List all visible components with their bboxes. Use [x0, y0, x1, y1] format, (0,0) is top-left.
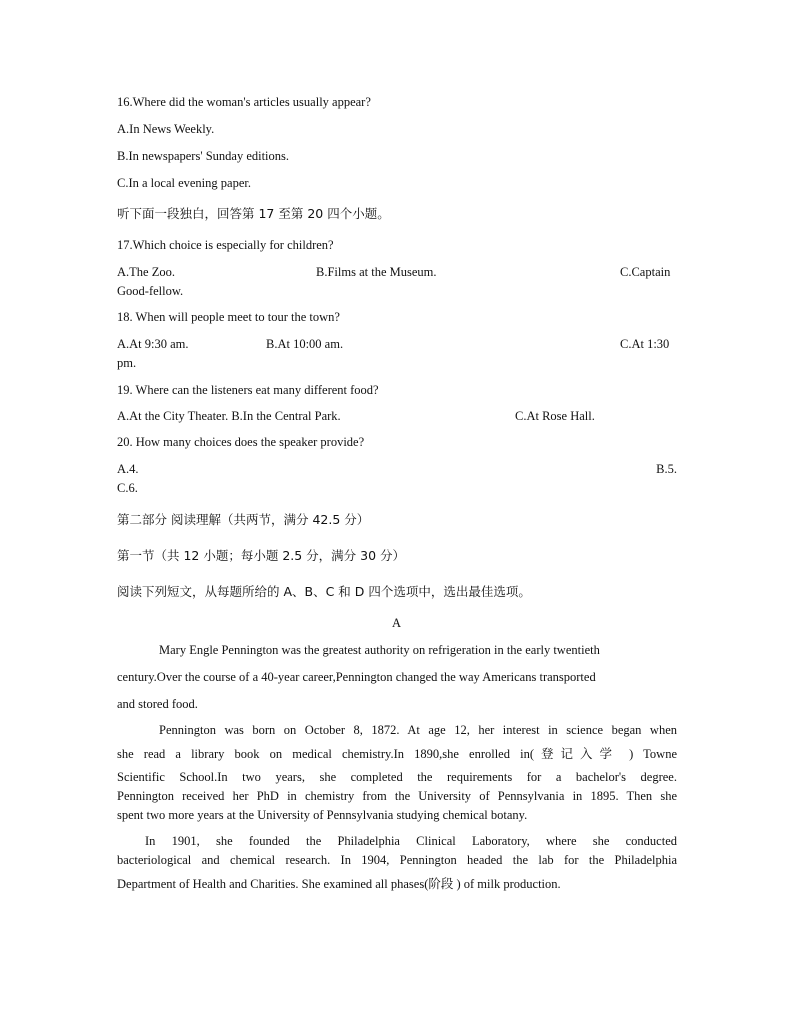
question-18-option-b: B.At 10:00 am. — [266, 337, 344, 351]
paragraph-2-line-2: she read a library book on medical chemistry.In 1890,she enrolled in(登记入学 ) Towne — [117, 747, 677, 761]
question-19-options-a-b: A.At the City Theater. B.In the Central Park. — [117, 409, 341, 423]
question-19-option-c: C.At Rose Hall. — [515, 409, 595, 423]
question-16-option-c: C.In a local evening paper. — [117, 176, 251, 190]
question-17-option-b: B.Films at the Museum. — [316, 265, 437, 279]
paragraph-2-line-1: Pennington was born on October 8, 1872. At age 12, her interest in science began when — [159, 723, 677, 737]
question-17-option-c-continued: Good-fellow. — [117, 284, 184, 298]
question-17-stem: 17.Which choice is especially for children? — [117, 238, 334, 252]
passage-label: A — [392, 616, 402, 630]
reading-section-title: 第一节（共 12 小题；每小题 2.5 分，满分 30 分） — [117, 548, 406, 563]
question-16-stem: 16.Where did the woman's articles usually appear? — [117, 95, 371, 109]
question-18-option-c-continued: pm. — [117, 356, 137, 370]
paragraph-1-line-2: century.Over the course of a 40-year career,Pennington changed the way Americans transported — [117, 670, 596, 684]
question-18-option-a: A.At 9:30 am. — [117, 337, 189, 351]
monologue-instruction: 听下面一段独白，回答第 17 至第 20 四个小题。 — [117, 206, 390, 221]
paragraph-2-line-3: Scientific School.In two years, she completed the requirements for a bachelor's degree. — [117, 770, 677, 784]
reading-instruction: 阅读下列短文，从每题所给的 A、B、C 和 D 四个选项中，选出最佳选项。 — [117, 584, 531, 599]
paragraph-2-line-4: Pennington received her PhD in chemistry from the University of Pennsylvania in 1895. Then she — [117, 789, 677, 803]
question-18-option-c: C.At 1:30 — [620, 337, 670, 351]
paragraph-3-line-1: In 1901, she founded the Philadelphia Clinical Laboratory, where she conducted — [145, 834, 677, 848]
paragraph-3-line-3: Department of Health and Charities. She examined all phases(阶段 ) of milk production. — [117, 877, 561, 891]
reading-part-title: 第二部分 阅读理解（共两节，满分 42.5 分） — [117, 512, 370, 527]
question-19-stem: 19. Where can the listeners eat many different food? — [117, 383, 379, 397]
paragraph-2-line-5: spent two more years at the University of Pennsylvania studying chemical botany. — [117, 808, 528, 822]
question-17-option-a: A.The Zoo. — [117, 265, 175, 279]
paragraph-3-line-2: bacteriological and chemical research. In 1904, Pennington headed the lab for the Philadelphia — [117, 853, 677, 867]
question-20-option-b: B.5. — [656, 462, 677, 476]
question-16-option-a: A.In News Weekly. — [117, 122, 215, 136]
question-20-option-a: A.4. — [117, 462, 139, 476]
question-20-option-c: C.6. — [117, 481, 138, 495]
question-18-stem: 18. When will people meet to tour the town? — [117, 310, 340, 324]
question-16-option-b: B.In newspapers' Sunday editions. — [117, 149, 290, 163]
question-17-option-c: C.Captain — [620, 265, 671, 279]
paragraph-1-line-3: and stored food. — [117, 697, 198, 711]
paragraph-1-line-1: Mary Engle Pennington was the greatest authority on refrigeration in the early twentieth — [159, 643, 600, 657]
question-20-stem: 20. How many choices does the speaker provide? — [117, 435, 365, 449]
